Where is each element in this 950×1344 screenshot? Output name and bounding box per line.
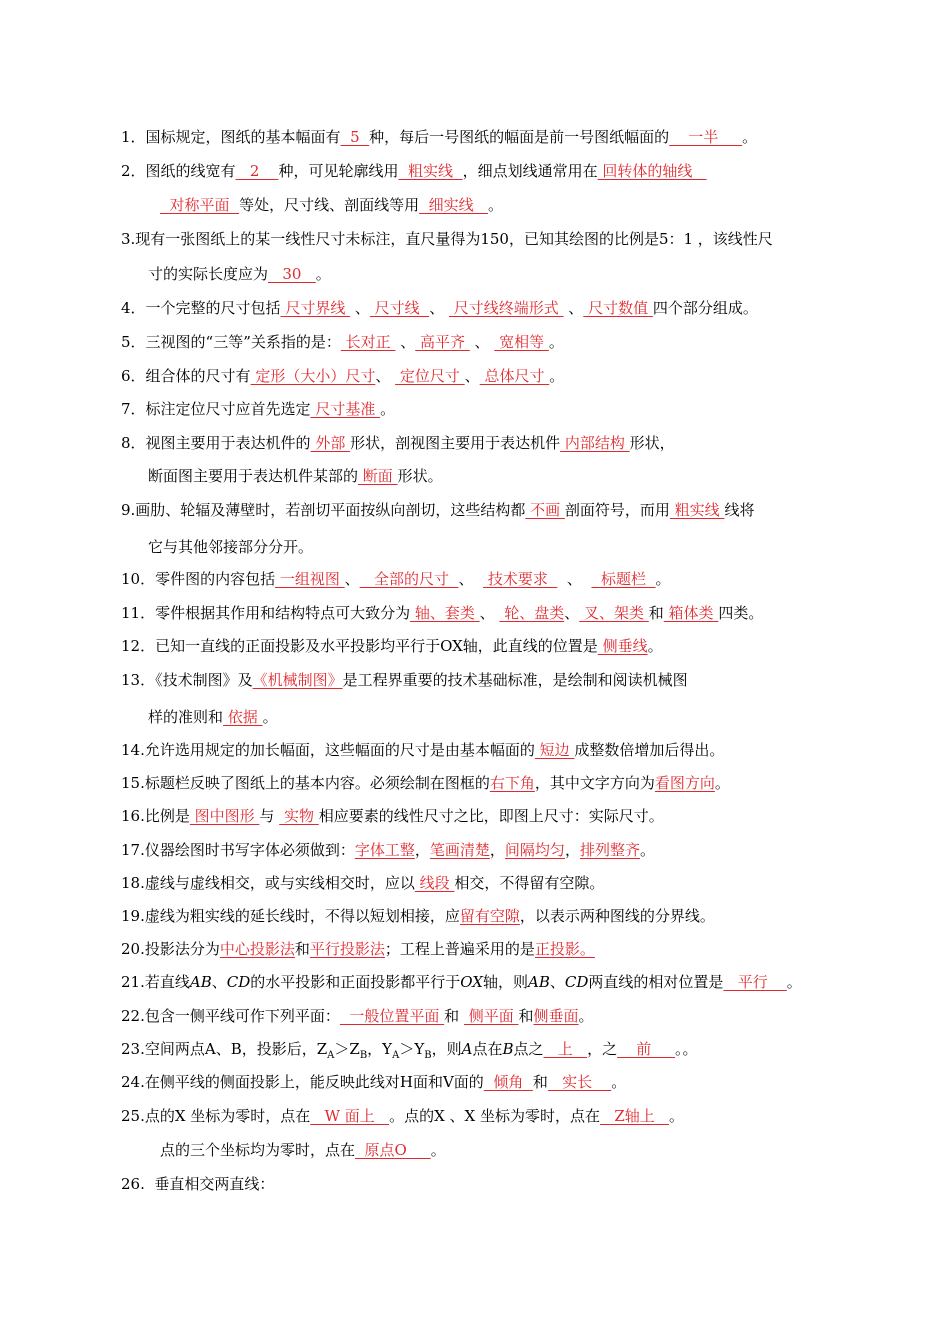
answer-blank: 全部的尺寸: [359, 570, 459, 588]
answer-blank: 原点O: [355, 1141, 431, 1159]
question-text: 。: [611, 1073, 627, 1091]
question-text: 和: [648, 604, 664, 622]
question-text: 和: [518, 1007, 534, 1025]
question-line-q13b: [148, 707, 278, 727]
question-text: 9.画肋、轮辐及薄壁时，若剖切平面按纵向剖切，这些结构都: [121, 501, 526, 519]
answer-blank: 长对正: [340, 333, 396, 351]
answer-blank: 图中图形: [189, 807, 260, 825]
italic-text: CD: [226, 973, 251, 991]
answer-blank: 倾角: [483, 1073, 533, 1091]
answer-blank: 右下角: [489, 774, 535, 792]
question-text: 18.虚线与虚线相交，或与实线相交时，应以: [121, 874, 415, 892]
question-text: 8．视图主要用于表达机件的: [121, 434, 311, 452]
question-text: ，之: [587, 1040, 618, 1058]
question-text: 4．一个完整的尺寸包括: [121, 299, 281, 317]
italic-text: AB: [528, 973, 550, 991]
italic-text: OX: [460, 973, 483, 991]
question-text: 形状，剖视图主要用于表达机件: [350, 434, 561, 452]
question-text: ，以表示两种图线的分界线。: [519, 907, 715, 925]
question-text: 四类。: [718, 604, 764, 622]
italic-text: B: [502, 1040, 514, 1058]
question-text: 。: [742, 128, 758, 146]
answer-blank: 2: [235, 162, 279, 180]
question-text: 22.包含一侧平线可作下列平面：: [121, 1007, 340, 1025]
question-text: 。。: [675, 1040, 698, 1058]
question-text: ，Y: [367, 1040, 393, 1058]
question-text: 相应要素的线性尺寸之比，即图上尺寸：实际尺寸。: [318, 807, 664, 825]
question-text: 。: [578, 1007, 594, 1025]
question-text: 。: [647, 637, 663, 655]
question-text: 2．图纸的线宽有: [121, 162, 236, 180]
question-line-q23: [121, 1039, 698, 1066]
answer-blank: 粗实线: [398, 162, 463, 180]
question-text: 15.标题栏反映了图纸上的基本内容。必须绘制在图框的: [121, 774, 490, 792]
answer-blank: 前: [617, 1040, 676, 1058]
question-line-q17: [121, 840, 655, 860]
question-line-q1: [121, 127, 757, 147]
question-text: 等处，尺寸线、剖面线等用: [239, 196, 420, 214]
question-text: ，其中文字方向为: [534, 774, 655, 792]
subscript: B: [424, 1050, 432, 1061]
question-text: 19.虚线为粗实线的延长线时，不得以短划相接，应: [121, 907, 460, 925]
question-text: 3.现有一张图纸上的某一线性尺寸未标注，直尺量得为150，已知其绘图的比例是5：1 ，该线性尺: [121, 230, 773, 248]
question-text: 。: [548, 333, 564, 351]
question-text: 点的三个坐标均为零时，点在: [160, 1141, 356, 1159]
question-text: 寸的实际长度应为: [148, 265, 269, 283]
question-line-q11: [121, 603, 763, 623]
question-text: 四个部分组成。: [652, 299, 758, 317]
answer-blank: 中心投影法: [219, 940, 295, 958]
question-text: 轴，则: [482, 973, 528, 991]
question-text: 。: [549, 367, 565, 385]
question-line-q2b: [160, 195, 503, 215]
answer-blank: 定形（大小）尺寸: [250, 367, 376, 385]
question-text: 断面图主要用于表达机件某部的: [148, 467, 359, 485]
question-text: 17.仪器绘图时书写字体必须做到：: [121, 841, 355, 859]
answer-blank: 宽相等: [494, 333, 549, 351]
question-text: 。: [430, 1141, 446, 1159]
question-text: ，: [414, 841, 430, 859]
answer-blank: 实长: [547, 1073, 612, 1091]
italic-text: A: [461, 1040, 473, 1058]
question-line-q19: [121, 906, 715, 926]
question-text: 剖面符号，而用: [564, 501, 670, 519]
question-line-q4: [121, 298, 758, 318]
italic-text: AB: [189, 973, 212, 991]
question-text: 、: [564, 604, 580, 622]
question-line-q15: [121, 773, 730, 793]
question-line-q12: [121, 636, 663, 656]
question-text: ，则: [431, 1040, 462, 1058]
question-text: 。: [639, 841, 655, 859]
answer-blank: 侧垂面: [533, 1007, 579, 1025]
answer-blank: 5: [340, 128, 370, 146]
answer-blank: 侧平面: [463, 1007, 519, 1025]
answer-blank: 断面: [358, 467, 398, 485]
question-text: 点在: [472, 1040, 503, 1058]
answer-blank: 总体尺寸: [479, 367, 550, 385]
question-text: 12．已知一直线的正面投影及水平投影均平行于OX轴，此直线的位置是: [121, 637, 598, 655]
question-line-q3: [121, 229, 773, 249]
answer-blank: 定位尺寸: [395, 367, 465, 385]
question-text: 样的准则和: [148, 708, 224, 726]
question-line-q21: [121, 972, 802, 992]
answer-blank: 上: [543, 1040, 588, 1058]
question-text: 24.在侧平线的侧面投影上，能反映此线对H面和V面的: [121, 1073, 484, 1091]
question-line-q9: [121, 500, 754, 520]
question-text: 线将: [724, 501, 755, 519]
question-text: 形状，: [629, 434, 675, 452]
answer-blank: 尺寸基准: [310, 400, 381, 418]
answer-blank: 细实线: [419, 196, 488, 214]
answer-blank: Z轴上: [600, 1107, 670, 1125]
answer-blank: 尺寸界线: [280, 299, 351, 317]
question-text: 7．标注定位尺寸应首先选定: [121, 400, 311, 418]
subscript: A: [327, 1050, 335, 1061]
question-text: ；工程上普遍采用的是: [384, 940, 535, 958]
answer-blank: 线段: [414, 874, 455, 892]
answer-blank: 短边: [534, 741, 575, 759]
question-text: 20.投影法分为: [121, 940, 220, 958]
question-line-q2: [121, 161, 707, 181]
question-text: 10．零件图的内容包括: [121, 570, 276, 588]
question-text: 、: [557, 570, 592, 588]
answer-blank: 看图方向: [654, 774, 715, 792]
italic-text: CD: [564, 973, 589, 991]
question-text: 5．三视图的“三等”关系指的是：: [121, 333, 341, 351]
question-text: 种，可见轮廓线用: [278, 162, 399, 180]
question-line-q9b: [148, 537, 313, 557]
question-text: ，: [564, 841, 580, 859]
subscript: A: [392, 1050, 400, 1061]
answer-blank: 外部: [310, 434, 351, 452]
question-text: 、: [464, 367, 480, 385]
question-text: ，细点划线通常用在: [462, 162, 598, 180]
question-line-q18: [121, 873, 604, 893]
question-text: 13．《技术制图》及: [121, 671, 253, 689]
question-text: 、: [563, 299, 584, 317]
answer-blank: 字体工整: [354, 841, 415, 859]
answer-blank: 平行投影法: [309, 940, 385, 958]
question-text: 、: [350, 299, 370, 317]
question-text: 和: [532, 1073, 548, 1091]
question-text: 。: [786, 973, 802, 991]
answer-blank: 间隔均匀: [504, 841, 565, 859]
answer-blank: 叉、架类: [579, 604, 649, 622]
question-text: 。点的X 、X 坐标为零时，点在: [389, 1107, 601, 1125]
question-line-q13: [121, 670, 688, 690]
question-text: 、: [344, 570, 360, 588]
question-text: 和: [444, 1007, 464, 1025]
question-text: 、: [395, 333, 416, 351]
question-text: 形状。: [397, 467, 443, 485]
answer-blank: 实物: [279, 807, 319, 825]
answer-blank: 留有空隙: [459, 907, 520, 925]
question-text: 1．国标规定，图纸的基本幅面有: [121, 128, 341, 146]
question-line-q22: [121, 1006, 594, 1026]
answer-blank: 标题栏: [591, 570, 656, 588]
question-text: 。: [714, 774, 730, 792]
question-text: 点之: [513, 1040, 544, 1058]
question-text: 种，每后一号图纸的幅面是前一号图纸幅面的: [369, 128, 670, 146]
question-line-q10: [121, 569, 671, 589]
question-text: 。: [380, 400, 396, 418]
answer-blank: 《机械制图》: [252, 671, 343, 689]
question-text: 。: [262, 708, 278, 726]
answer-blank: 一组视图: [275, 570, 345, 588]
answer-blank: 笔画清楚: [429, 841, 490, 859]
question-text: ，: [489, 841, 505, 859]
question-line-q16: [121, 806, 664, 826]
question-text: 和: [294, 940, 310, 958]
question-line-q8: [121, 433, 675, 453]
question-text: 成整数倍增加后得出。: [574, 741, 725, 759]
answer-blank: 粗实线: [669, 501, 725, 519]
answer-blank: 尺寸线: [369, 299, 430, 317]
answer-blank: 依据: [223, 708, 263, 726]
question-line-q25b: [160, 1140, 446, 1160]
answer-blank: 正投影。: [534, 940, 595, 958]
answer-blank: 回转体的轴线: [597, 162, 707, 180]
question-text: 。: [487, 196, 503, 214]
answer-blank: 一般位置平面: [339, 1007, 445, 1025]
answer-blank: 轴、套类: [410, 604, 480, 622]
question-text: 。: [655, 570, 671, 588]
question-line-q20: [121, 939, 595, 959]
question-text: 、: [469, 333, 495, 351]
question-text: 的水平投影和正面投影都平行于: [250, 973, 461, 991]
question-text: 11．零件根据其作用和结构特点可大致分为: [121, 604, 411, 622]
question-text: 两直线的相对位置是: [588, 973, 724, 991]
answer-blank: 轮、盘类: [499, 604, 565, 622]
question-text: 、: [479, 604, 500, 622]
question-text: 它与其他邻接部分分开。: [148, 538, 314, 556]
question-text: 25.点的X 坐标为零时，点在: [121, 1107, 311, 1125]
question-text: 。: [315, 265, 331, 283]
question-text: ＞Y: [399, 1040, 425, 1058]
answer-blank: 对称平面: [160, 196, 240, 214]
question-line-q25: [121, 1106, 684, 1126]
answer-blank: 尺寸线终端形式: [448, 299, 564, 317]
answer-blank: 30: [268, 265, 316, 283]
answer-blank: 尺寸数值: [583, 299, 653, 317]
answer-blank: 平行: [723, 973, 787, 991]
question-text: 相交，不得留有空隙。: [454, 874, 605, 892]
answer-blank: W 面上: [310, 1107, 390, 1125]
question-line-q6: [121, 366, 564, 386]
question-text: 、: [375, 367, 396, 385]
answer-blank: 高平齐: [415, 333, 470, 351]
question-text: 、: [211, 973, 227, 991]
question-text: 是工程界重要的技术基础标准，是绘制和阅读机械图: [342, 671, 688, 689]
answer-blank: 排列整齐: [579, 841, 640, 859]
answer-blank: 侧垂线: [597, 637, 648, 655]
answer-blank: 内部结构: [560, 434, 630, 452]
answer-blank: 不画: [525, 501, 565, 519]
question-text: 26. 垂直相交两直线：: [121, 1175, 275, 1193]
question-line-q14: [121, 740, 724, 760]
question-line-q8b: [148, 466, 443, 486]
question-line-q7: [121, 399, 395, 419]
answer-blank: 技术要求: [483, 570, 558, 588]
question-text: 23.空间两点A、B，投影后，Z: [121, 1040, 328, 1058]
question-text: ＞Z: [334, 1040, 360, 1058]
question-text: 。: [669, 1107, 685, 1125]
question-text: 与: [259, 807, 280, 825]
subscript: B: [359, 1050, 368, 1061]
question-text: 21.若直线: [121, 973, 190, 991]
question-line-q5: [121, 332, 564, 352]
question-text: 16.比例是: [121, 807, 190, 825]
question-text: 、: [458, 570, 484, 588]
question-text: 14.允许选用规定的加长幅面，这些幅面的尺寸是由基本幅面的: [121, 741, 535, 759]
question-line-q3b: [148, 264, 331, 284]
question-text: 6．组合体的尺寸有: [121, 367, 251, 385]
question-text: 、: [429, 299, 449, 317]
answer-blank: 箱体类: [663, 604, 719, 622]
answer-blank: 一半: [669, 128, 743, 146]
question-text: 、: [549, 973, 565, 991]
question-line-q24: [121, 1072, 626, 1092]
question-line-q26: [121, 1174, 274, 1194]
